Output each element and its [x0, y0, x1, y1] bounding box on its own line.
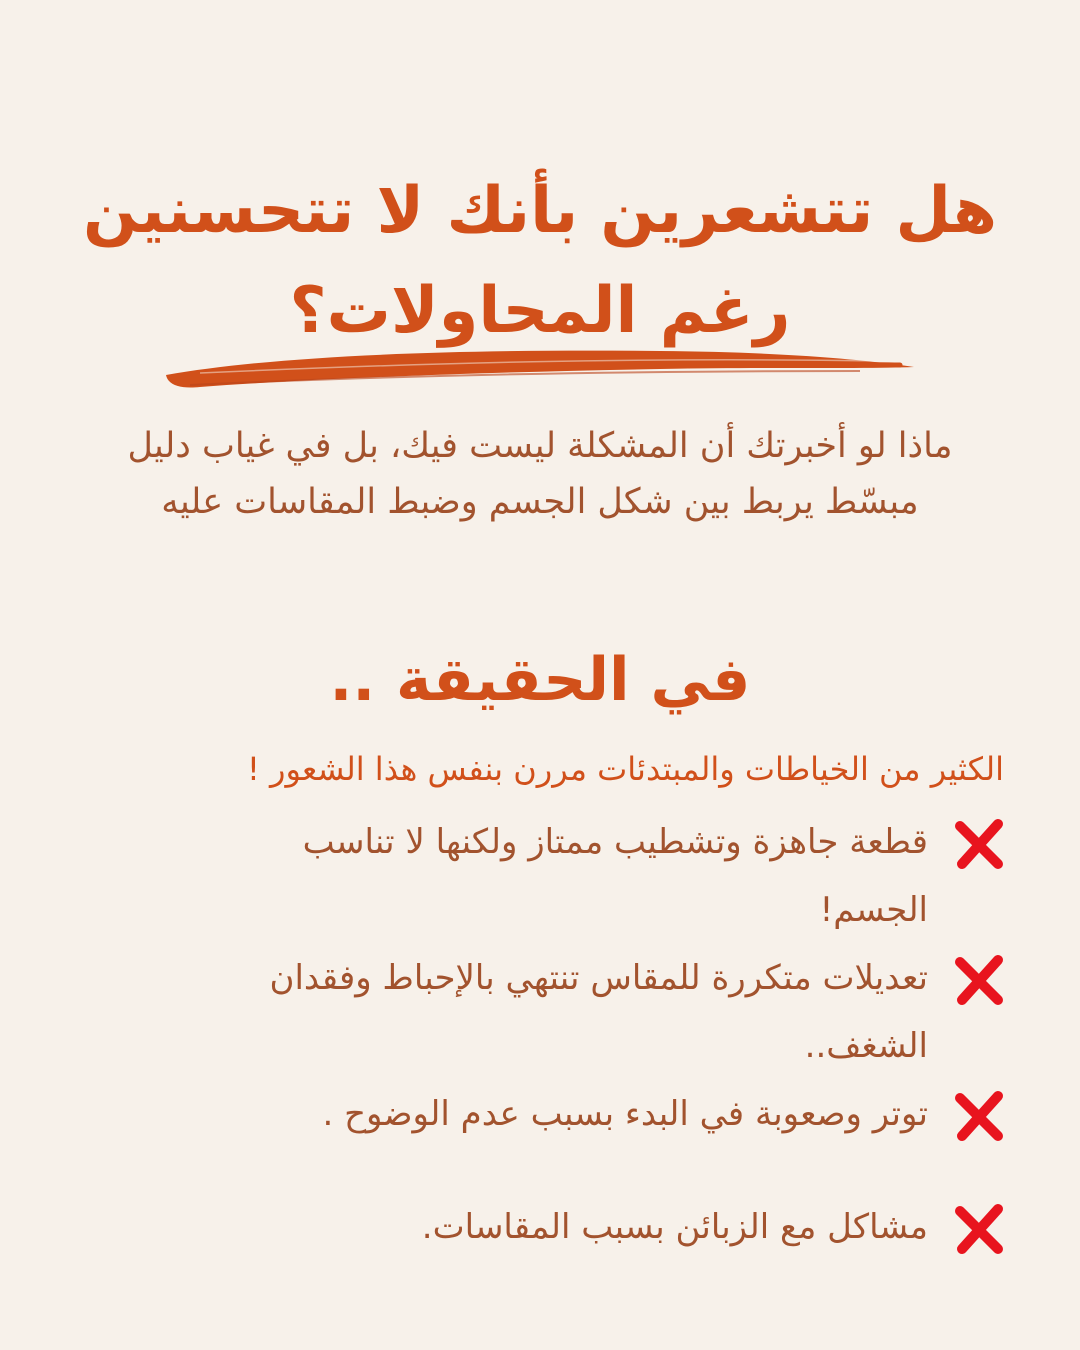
issue-text — [148, 1193, 928, 1261]
x-mark-icon — [950, 1086, 1010, 1146]
title-line-1: هل تتشعرين بأنك لا تتحسنين — [82, 173, 998, 248]
issue-text — [148, 944, 928, 1080]
subheading: في الحقيقة .. — [329, 644, 751, 715]
issue-text — [148, 808, 928, 944]
statement: الكثير من الخياطات والمبتدئات مررن بنفس هذا الشعور ! — [247, 750, 1004, 788]
intro-line-2: مبسّط يربط بين شكل الجسم وضبط المقاسات عليه — [161, 482, 919, 522]
issue-line: تعديلات متكررة للمقاس تنتهي بالإحباط وفقدان — [269, 958, 928, 998]
issue-text — [148, 1080, 928, 1148]
x-mark-icon — [950, 1199, 1010, 1259]
list-item — [90, 808, 1010, 944]
x-mark-icon — [950, 950, 1010, 1010]
x-mark-icon — [950, 814, 1010, 874]
issue-line: الجسم! — [819, 890, 928, 930]
list-item — [90, 1080, 1010, 1148]
brush-stroke-divider — [160, 345, 920, 395]
list-item — [90, 1193, 1010, 1261]
issue-line: مشاكل مع الزبائن بسبب المقاسات. — [421, 1207, 928, 1247]
intro-line-1: ماذا لو أخبرتك أن المشكلة ليست فيك، بل في غياب دليل — [127, 426, 953, 466]
issue-line: الشغف.. — [804, 1026, 928, 1066]
issue-line: توتر وصعوبة في البدء بسبب عدم الوضوح . — [322, 1094, 928, 1134]
page-title — [40, 161, 1040, 361]
title-line-2: رغم المحاولات؟ — [289, 273, 791, 348]
list-item — [90, 944, 1010, 1080]
issues-list — [90, 808, 1010, 1261]
intro-paragraph — [20, 418, 1060, 530]
issue-line: قطعة جاهزة وتشطيب ممتاز ولكنها لا تناسب — [302, 822, 928, 862]
